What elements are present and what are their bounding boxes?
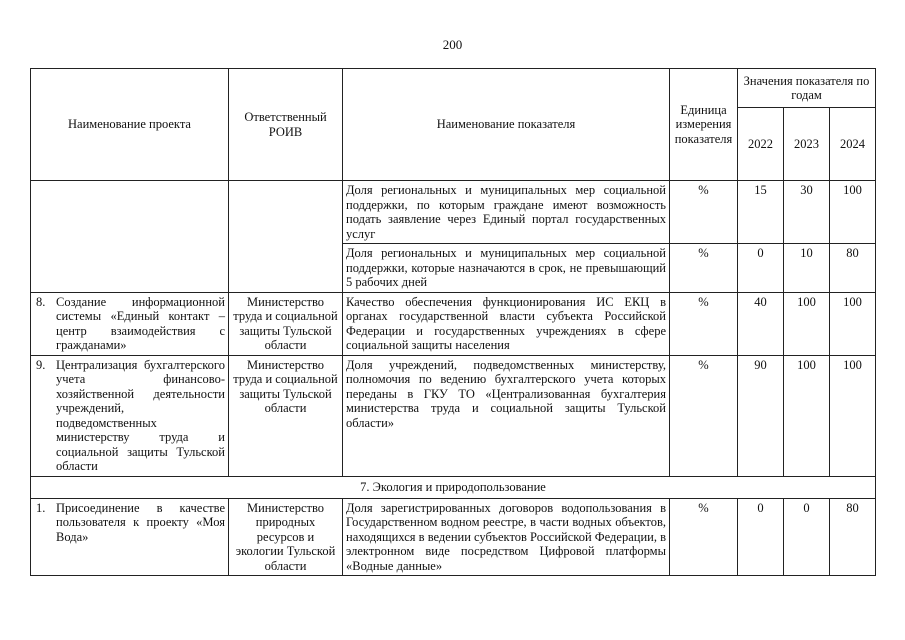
col-header-values-by-year: Значения показателя по годам [738, 69, 876, 108]
value-2024-cell: 100 [830, 355, 876, 476]
indicator-cell: Доля региональных и муниципальных мер социальной поддержки, которые назначаются в срок, не превышающий 5 рабочих дней [343, 244, 670, 293]
project-cell [31, 355, 229, 476]
value-2022-cell: 0 [738, 244, 784, 293]
value-2024-cell: 100 [830, 292, 876, 355]
value-2022-cell: 90 [738, 355, 784, 476]
col-header-indicator: Наименование показателя [343, 69, 670, 181]
value-2023-cell: 100 [784, 292, 830, 355]
page-number: 200 [442, 37, 463, 52]
header-row-1 [31, 69, 876, 108]
project-number: 9. [36, 357, 46, 372]
indicator-cell: Доля учреждений, подведомственных министерству, полномочия по ведению бухгалтерского учета которых переданы в ГКУ ТО «Централизованная бухгалтерия министерства труда и социальной защиты Тульской области» [343, 355, 670, 476]
col-header-year-2022: 2022 [738, 108, 784, 181]
responsible-cell: Министерство труда и социальной защиты Тульской области [229, 355, 343, 476]
section-title: 7. Экология и природопользование [31, 476, 876, 498]
col-header-year-2024: 2024 [830, 108, 876, 181]
project-cell [31, 292, 229, 355]
col-header-unit: Единица измерения показателя [670, 69, 738, 181]
value-2024-cell: 80 [830, 244, 876, 293]
unit-cell: % [670, 355, 738, 476]
col-header-project: Наименование проекта [31, 69, 229, 181]
project-name: Централизация бухгалтерского учета финансово-хозяйственной деятельности учреждений, подведомственных министерству труда и социальной защиты Тульской области [56, 357, 225, 473]
responsible-cell: Министерство природных ресурсов и экологии Тульской области [229, 498, 343, 576]
value-2024-cell: 80 [830, 498, 876, 576]
indicator-cell: Доля региональных и муниципальных мер социальной поддержки, по которым граждане имеют возможность подать заявление через Единый портал государственных услуг [343, 181, 670, 244]
project-number: 1. [36, 500, 46, 515]
unit-cell: % [670, 292, 738, 355]
value-2023-cell: 30 [784, 181, 830, 244]
value-2024-cell: 100 [830, 181, 876, 244]
responsible-cell: Министерство труда и социальной защиты Тульской области [229, 292, 343, 355]
value-2023-cell: 100 [784, 355, 830, 476]
value-2022-cell: 15 [738, 181, 784, 244]
project-name: Создание информационной системы «Единый контакт – центр взаимодействия с гражданами» [56, 294, 225, 352]
unit-cell: % [670, 244, 738, 293]
col-header-year-2023: 2023 [784, 108, 830, 181]
responsible-cell-empty [229, 181, 343, 293]
indicators-table [30, 68, 876, 576]
unit-cell: % [670, 181, 738, 244]
unit-cell: % [670, 498, 738, 576]
indicator-cell: Доля зарегистрированных договоров водопользования в Государственном водном реестре, в части водных объектов, находящихся в ведении субъектов Российской Федерации, в электронном виде посредством Цифровой платформы «Водные данные» [343, 498, 670, 576]
value-2023-cell: 0 [784, 498, 830, 576]
table-row [31, 292, 876, 355]
value-2023-cell: 10 [784, 244, 830, 293]
value-2022-cell: 0 [738, 498, 784, 576]
project-cell [31, 498, 229, 576]
project-name: Присоединение в качестве пользователя к проекту «Моя Вода» [56, 500, 225, 544]
table-row [31, 181, 876, 244]
indicator-cell: Качество обеспечения функционирования ИС ЕКЦ в органах государственной власти субъекта Российской Федерации и государственных учреждениях в сфере социальной защиты населения [343, 292, 670, 355]
table-row [31, 498, 876, 576]
project-number: 8. [36, 294, 46, 309]
col-header-responsible: Ответственный РОИВ [229, 69, 343, 181]
project-cell-empty [31, 181, 229, 293]
value-2022-cell: 40 [738, 292, 784, 355]
table-row [31, 355, 876, 476]
section-row [31, 476, 876, 498]
